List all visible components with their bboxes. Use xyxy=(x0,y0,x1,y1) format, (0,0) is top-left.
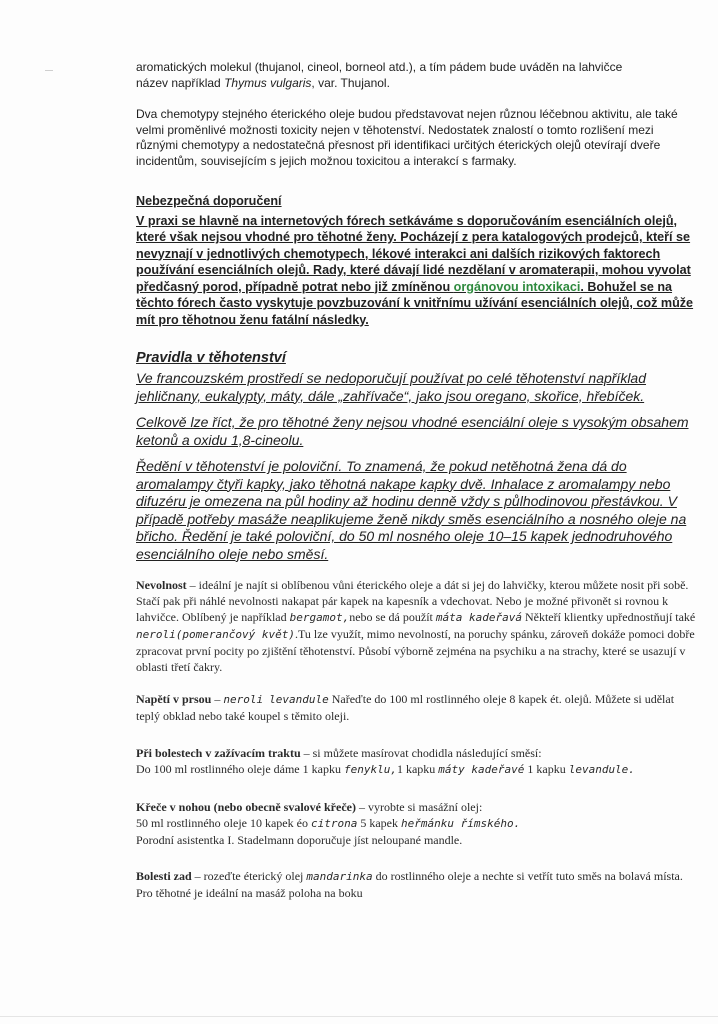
oil-citron: citrona xyxy=(310,817,358,830)
danger-heading: Nebezpečná doporučení xyxy=(136,194,282,208)
oil-hermanek: heřmánku římského. xyxy=(400,817,521,830)
oil-fenykl: fenyklu, xyxy=(343,763,397,776)
oil-neroli: neroli(pomerančový květ) xyxy=(136,628,295,641)
oil-bergamot: bergamot, xyxy=(289,611,350,624)
cramps-label: Křeče v nohou (nebo obecně svalové křeče) xyxy=(136,800,356,814)
nausea-label: Nevolnost xyxy=(136,578,187,592)
danger-section xyxy=(136,193,696,328)
oil-levandule-2: levandule. xyxy=(568,763,635,776)
rules-paragraph-1: Ve francouzském prostředí se nedoporučují používat po celé těhotenství například jehličnany, eukalypty, máty, dále „zahřívače“, jako jsou oregano, skořice, hřebíček. xyxy=(136,370,647,404)
rules-heading: Pravidla v těhotenství xyxy=(136,350,286,366)
chemotypes-paragraph: Dva chemotypy stejného éterického oleje budou představovat nejen různou léčebnou aktivitu, ale také velmi proměnlivé možnosti toxicity nejen v těhotenství. Nedostatek znalostí o tomto rozlišení mezi různými chemotypy a nedostatečná přesnost při identifikaci určitých éterických olejů otevírají dveře incidentům, souvisejícím s jejich možnou toxicitou a interakcí s farmaky. xyxy=(136,107,678,168)
nausea-paragraph: Nevolnost – ideální je najít si oblíbenou vůni éterického oleje a dát si jej do lahvičky, kterou můžete nosit při sobě. Stačí pak při náhlé nevolnosti nakapat pár kapek na kapesník a vdechovat. Nebo je možné přivonět si rovnou k lahvičce. Oblíbený je například bergamot,nebo se dá použít máta kadeřavá Někteří klientky upřednostňují také neroli(pomerančový květ).Tu lze využít, mimo nevolností, na poruchy spánku, zároveň dokáže pomoci dobře zpracovat první pocity po zjištění těhotenství. Působí výborně zejména na psychiku a na strachy, které se usazují v oblasti třetí čakry. xyxy=(136,578,696,674)
digestive-label: Při bolestech v zažívacím traktu xyxy=(136,746,301,760)
rules-section xyxy=(136,350,696,563)
oil-maty-kaderave: máty kadeřavé xyxy=(438,763,525,776)
intro-paragraph xyxy=(136,60,696,91)
rules-paragraph-3: Ředění v těhotenství je poloviční. To znamená, že pokud netěhotná žena dá do aromalampy čtyři kapky, jako těhotná nakape kapky dvě. Inhalace z aromalampy nebo difuzéru je omezena na půl hodiny až hodinu denně vždy s půlhodinovou přestávkou. V případě potřeby masáže neaplikujeme ženě nikdy směs esenciálního a nosného oleje na břicho. Ředění je také poloviční, do 50 ml nosného oleje 10–15 kapek jednodruhového esenciálního oleje nebo směsí. xyxy=(136,458,687,562)
cramps-note: Porodní asistentka I. Stadelmann doporučuje jíst neloupané mandle. xyxy=(136,833,463,847)
organ-intoxication-link[interactable]: orgánovou intoxikaci xyxy=(453,279,581,294)
danger-text: V praxi se hlavně na internetových fórech setkáváme s doporučováním esenciálních olejů, které však nejsou vhodné pro těhotné ženy. Pocházejí z pera katalogových prodejců, kteří se nevyznají v jednotlivých chemotypech, lékové interakci ani dalších rizikových faktorech používání esenciálních olejů. Rady, které dávají lidé nezdělaní v aromaterapii, mohou vyvolat předčasný porod, případně potrat nebo již zmíněnou orgánovou intoxikaci. Bohužel se na těchto fórech často vyskytuje povzbuzování k vnitřnímu užívání esenciálních olejů, což může mít pro těhotnou ženu fatální následky. xyxy=(136,213,694,327)
back-paragraph: Bolesti zad – rozeďte éterický olej mandarinka do rostlinného oleje a nechte si vetřít tuto směs na bolavá místa. Pro těhotné je ideální na masáž poloha na boku xyxy=(136,869,683,900)
oil-neroli-2: neroli xyxy=(223,693,264,706)
breast-paragraph: Napětí v prsou – neroli levandule Nařeďte do 100 ml rostlinného oleje 8 kapek ét. olejů. Můžete si udělat teplý obklad nebo také koupel s těmito oleji. xyxy=(136,692,675,723)
page-bottom-edge xyxy=(0,1016,718,1017)
oil-mata-kaderava: máta kadeřavá xyxy=(435,611,522,624)
cramps-paragraph: Křeče v nohou (nebo obecně svalové křeče) – vyrobte si masážní olej: 50 ml rostlinného oleje 10 kapek éo citrona 5 kapek heřmánku římského. Porodní asistentka I. Stadelmann doporučuje jíst neloupané mandle. xyxy=(136,799,701,848)
intro-line-1: aromatických molekul (thujanol, cineol, borneol atd.), a tím pádem bude uváděn na lahvičce xyxy=(136,60,623,74)
digestive-paragraph: Při bolestech v zažívacím traktu – si můžete masírovat chodidla následující směsí: Do 100 ml rostlinného oleje dáme 1 kapku fenyklu,1 kapku máty kadeřavé 1 kapku levandule. xyxy=(136,746,635,776)
scan-mark xyxy=(45,70,53,75)
oil-levandule: levandule xyxy=(269,693,329,706)
oil-mandarinka: mandarinka xyxy=(306,870,373,883)
species-name: Thymus vulgaris xyxy=(224,75,312,90)
back-label: Bolesti zad xyxy=(136,869,192,883)
intro-line-2: název například Thymus vulgaris, var. Thujanol. xyxy=(136,75,390,90)
rules-paragraph-2: Celkově lze říct, že pro těhotné ženy nejsou vhodné esenciální oleje s vysokým obsahem ketonů a oxidu 1,8-cineolu. xyxy=(136,414,689,448)
breast-label: Napětí v prsou xyxy=(136,692,212,706)
